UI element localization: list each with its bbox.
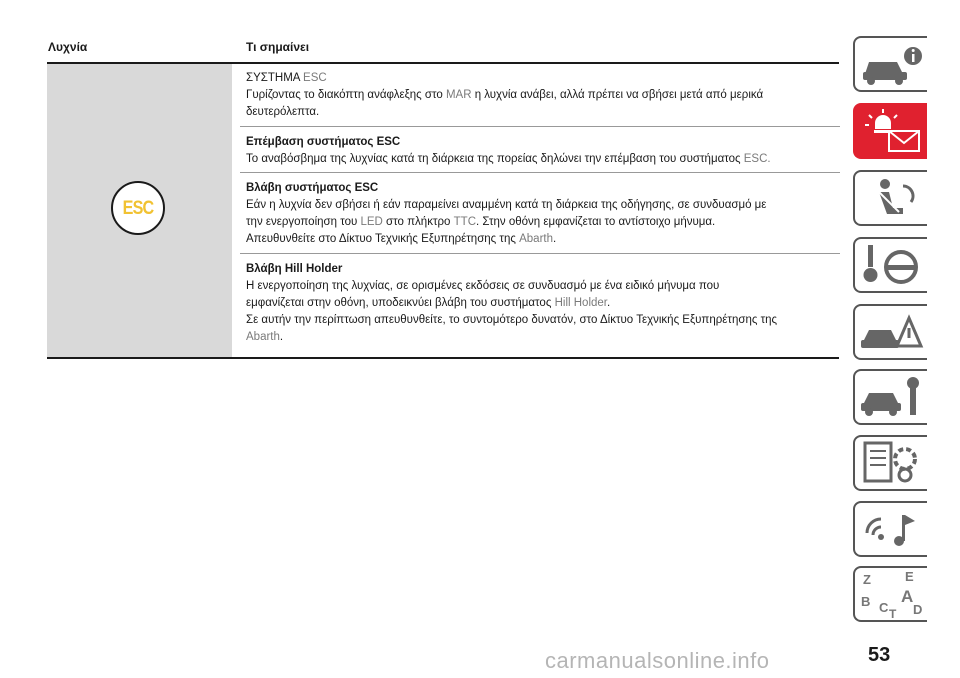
section-divider	[240, 172, 840, 173]
tab-starting-driving[interactable]	[853, 237, 927, 293]
warning-light-message-icon	[855, 105, 927, 157]
section-title: Επέμβαση συστήματος ESC	[246, 136, 401, 148]
section-esc-intervention	[246, 134, 840, 168]
tab-warning-lights[interactable]	[853, 103, 927, 159]
alphabetical-index-icon	[855, 568, 927, 620]
key-steering-wheel-icon	[855, 239, 927, 291]
section-text: Γυρίζοντας το διακόπτη ανάφλεξης στο MAR η λυχνία ανάβει, αλλά πρέπει να σβήσει μετά από μερικά	[246, 89, 764, 101]
table-bottom-rule	[47, 357, 839, 359]
section-title: ΣΥΣΤΗΜΑ ESC	[246, 72, 327, 84]
section-text: Abarth.	[246, 331, 284, 343]
lamp-icon-cell	[47, 64, 232, 357]
section-text: Απευθυνθείτε στο Δίκτυο Τεχνικής Εξυπηρέτησης της Abarth.	[246, 233, 557, 245]
section-esc-system	[246, 70, 840, 121]
car-wrench-icon	[855, 371, 927, 423]
section-text: δευτερόλεπτα.	[246, 106, 320, 118]
header-meaning: Τι σημαίνει	[246, 40, 310, 54]
index-letter: T	[889, 607, 897, 620]
section-hill-holder-failure	[246, 261, 840, 346]
section-text: Το αναβόσβημα της λυχνίας κατά τη διάρκεια της πορείας δηλώνει την επέμβαση του συστήματος ESC.	[246, 153, 771, 165]
seat-airbag-icon	[855, 172, 927, 224]
index-letter: Z	[863, 572, 871, 587]
section-title: Βλάβη Hill Holder	[246, 263, 343, 275]
car-accident-warning-icon	[855, 306, 927, 358]
tab-index[interactable]	[853, 566, 927, 622]
tab-multimedia[interactable]	[853, 501, 927, 557]
section-title: Βλάβη συστήματος ESC	[246, 182, 379, 194]
section-esc-failure	[246, 180, 840, 248]
specifications-gear-icon	[855, 437, 927, 489]
section-text: Η ενεργοποίηση της λυχνίας, σε ορισμένες εκδόσεις σε συνδυασμό με ένα ειδικό μήνυμα που	[246, 280, 720, 292]
section-divider	[240, 126, 840, 127]
multimedia-music-icon	[855, 503, 927, 555]
index-letter: D	[913, 602, 923, 617]
index-letter: E	[905, 569, 914, 584]
section-text: Σε αυτήν την περίπτωση απευθυνθείτε, το συντομότερο δυνατόν, στο Δίκτυο Τεχνικής Εξυπηρέτησης της	[246, 314, 778, 326]
tab-specifications[interactable]	[853, 435, 927, 491]
section-text: την ενεργοποίηση του LED στο πλήκτρο TTC. Στην οθόνη εμφανίζεται το αντίστοιχο μήνυμα.	[246, 216, 716, 228]
esc-icon-label: ESC	[122, 198, 154, 219]
tab-maintenance[interactable]	[853, 369, 927, 425]
index-letter: B	[861, 594, 871, 609]
watermark: carmanualsonline.info	[545, 648, 770, 673]
page-number: 53	[868, 644, 891, 666]
esc-warning-icon	[111, 181, 165, 235]
car-info-icon	[855, 38, 927, 90]
section-text: Εάν η λυχνία δεν σβήσει ή εάν παραμείνει αναμμένη κατά τη διάρκεια της οδήγησης, σε συνδυασμό με	[246, 199, 767, 211]
section-text: εμφανίζεται στην οθόνη, υποδεικνύει βλάβη του συστήματος Hill Holder.	[246, 297, 611, 309]
tab-emergency[interactable]	[853, 304, 927, 360]
tab-car-info[interactable]	[853, 36, 927, 92]
index-letter: C	[879, 600, 889, 615]
index-letter: A	[901, 587, 914, 606]
section-divider	[240, 253, 840, 254]
header-lamp: Λυχνία	[48, 40, 88, 54]
tab-safety[interactable]	[853, 170, 927, 226]
